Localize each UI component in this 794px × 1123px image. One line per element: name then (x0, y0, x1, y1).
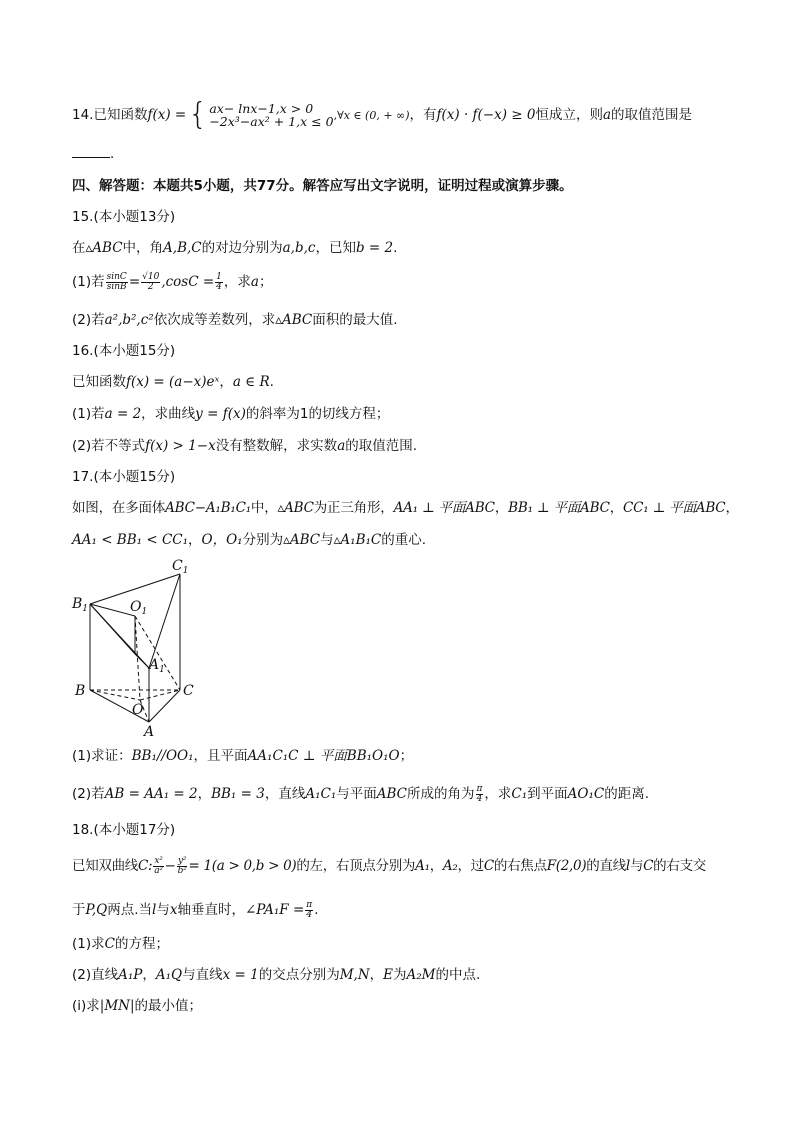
q18-part1: (1)求C的方程； (72, 936, 169, 952)
q15-header: 15.(本小题13分) (72, 209, 176, 225)
q16-part1: (1)若a = 2，求曲线y = f(x)的斜率为1的切线方程； (72, 406, 390, 422)
fraction: $\frac{\sin C}{\sin B}$ (106, 271, 127, 292)
q16-part2: (2)若不等式f(x) > 1−x没有整数解，求实数a的取值范围. (72, 438, 418, 454)
q14-answer-blank: . (72, 144, 734, 164)
fraction: $\frac{\text{y²}}{\text{b²}}$ (177, 855, 187, 876)
edge-a1-seg (135, 654, 149, 668)
q15-part1: (1)若 $\frac{\sin C}{\sin B}$ = $\frac{√10}{2}$ ,cosC = $\frac{1}{4}$ ，求a； (72, 271, 273, 292)
q17-header: 17.(本小题15分) (72, 469, 176, 485)
q15-stem: 在▵ABC中，角A,B,C的对边分别为a,b,c，已知b = 2. (72, 240, 398, 256)
q18-stem-line2: 于P,Q两点.当l与x轴垂直时，∠PA₁F = $\frac{\pi}{4}$ . (72, 899, 319, 920)
edge-c1a1 (149, 574, 180, 668)
edge-ca (149, 690, 180, 722)
polyhedron-figure (68, 556, 208, 738)
q16-stem: 已知函数f(x) = (a−x)eˣ，a ∈ R. (72, 374, 274, 390)
label-o1: $O_1$ (130, 599, 148, 617)
fraction: $\frac{\pi}{4}$ (476, 783, 483, 804)
label-b: B (75, 683, 86, 699)
label-c: C (183, 683, 194, 699)
label-b1: $B_1$ (72, 596, 89, 614)
dashed-oc (140, 690, 180, 700)
section-heading: 四、解答题：本题共5小题，共77分。解答应写出文字说明，证明过程或演算步骤。 (72, 178, 573, 194)
fraction: $\frac{1}{4}$ (216, 271, 222, 292)
q18-part2-i: (i)求|MN|的最小值； (72, 998, 203, 1014)
q18-part2: (2)直线A₁P，A₁Q与直线x = 1的交点分别为M,N，E为A₂M的中点. (72, 967, 481, 983)
q17-stem-line2: AA₁ < BB₁ < CC₁，O，O₁分别为▵ABC与▵A₁B₁C的重心. (72, 532, 427, 548)
label-o: O (132, 702, 144, 718)
answer-blank (72, 145, 110, 158)
q15-part2: (2)若a²,b²,c²依次成等差数列，求▵ABC面积的最大值. (72, 312, 398, 328)
dashed-o1c (135, 616, 180, 690)
edge-b1o1 (90, 604, 135, 616)
label-a1: $A_1$ (149, 657, 165, 675)
fraction: $\frac{\pi}{4}$ (306, 899, 313, 920)
piecewise: ax− lnx−1,x > 0 −2x³−ax² + 1,x ≤ 0 (209, 101, 334, 129)
q14-line: 14.已知函数f(x) ={ ax− lnx−1,x > 0 −2x³−ax² + 1,x ≤ 0,∀x ∈ (0, + ∞)，有f(x) · f(−x) ≥ 0恒成立，则a的取值范围是 (72, 97, 693, 132)
dashed-bo (90, 690, 140, 700)
q17-part1: (1)求证：BB₁//OO₁，且平面AA₁C₁C ⊥ 平面BB₁O₁O； (72, 748, 414, 764)
label-c1: $C_1$ (172, 558, 189, 576)
q16-header: 16.(本小题15分) (72, 343, 176, 359)
label-a: A (144, 724, 155, 738)
fraction: $\frac{√10}{2}$ (142, 271, 160, 292)
q18-header: 18.(本小题17分) (72, 822, 176, 838)
piecewise-brace: { (188, 97, 208, 132)
q17-part2: (2)若AB = AA₁ = 2，BB₁ = 3，直线A₁C₁与平面ABC所成的角为 $\frac{\pi}{4}$ ，求C₁到平面AO₁C的距离. (72, 783, 650, 804)
fraction: $\frac{\text{x²}}{\text{a²}}$ (154, 855, 163, 876)
q18-stem-line1: 已知双曲线C: $\frac{\text{x²}}{\text{a²}}$ − $\frac{\text{y²}}{\text{b²}}$ = 1(a > 0,b > 0)的左，右顶点分别为A₁，A₂，过C的右焦点F(2,0)的直线l与C的右支交 (72, 855, 706, 876)
q17-stem-line1: 如图，在多面体ABC−A₁B₁C₁中，▵ABC为正三角形，AA₁ ⊥ 平面ABC，BB₁ ⊥ 平面ABC，CC₁ ⊥ 平面ABC， (72, 500, 739, 516)
